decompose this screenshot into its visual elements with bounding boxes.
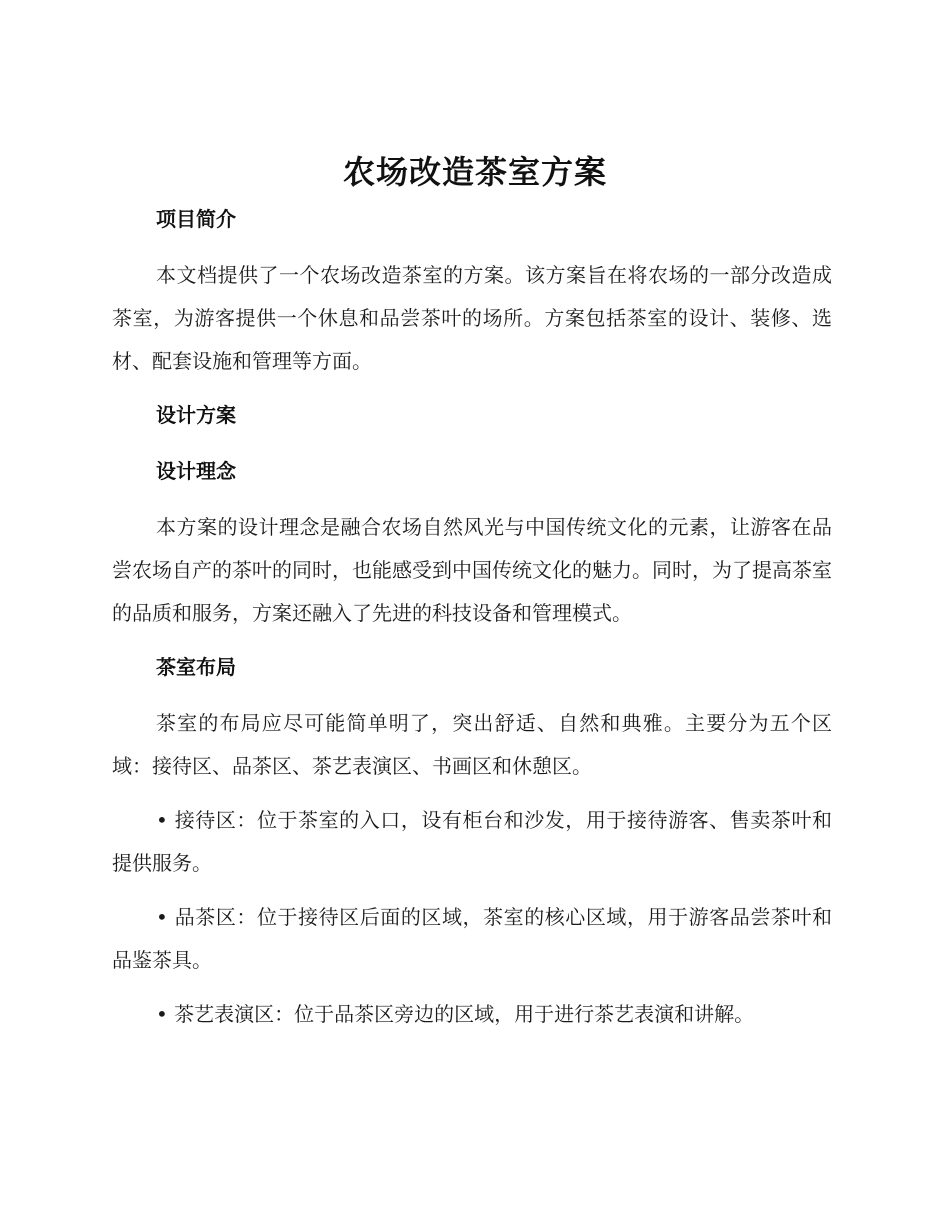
bullet-item-tasting: • 品茶区：位于接待区后面的区域，茶室的核心区域，用于游客品尝茶叶和品鉴茶具。 — [112, 905, 832, 972]
section-heading-project-intro: 项目简介 — [156, 207, 236, 231]
paragraph-design-concept: 本方案的设计理念是融合农场自然风光与中国传统文化的元素，让游客在品尝农场自产的茶叶的同时，也能感受到中国传统文化的魅力。同时，为了提高茶室的品质和服务，方案还融入了先进的科技设备和管理模式。 — [112, 515, 832, 625]
section-heading-design-concept: 设计理念 — [156, 459, 236, 483]
paragraph-project-intro: 本文档提供了一个农场改造茶室的方案。该方案旨在将农场的一部分改造成茶室，为游客提供一个休息和品尝茶叶的场所。方案包括茶室的设计、装修、选材、配套设施和管理等方面。 — [112, 263, 832, 373]
section-heading-layout: 茶室布局 — [156, 655, 236, 679]
document-body — [112, 198, 832, 1047]
paragraph-layout: 茶室的布局应尽可能简单明了，突出舒适、自然和典雅。主要分为五个区域：接待区、品茶区、茶艺表演区、书画区和休憩区。 — [112, 711, 832, 778]
document-title: 农场改造茶室方案 — [342, 153, 607, 191]
bullet-item-reception: • 接待区：位于茶室的入口，设有柜台和沙发，用于接待游客、售卖茶叶和提供服务。 — [112, 808, 832, 875]
section-heading-design-plan: 设计方案 — [156, 403, 236, 427]
bullet-item-performance: • 茶艺表演区：位于品茶区旁边的区域，用于进行茶艺表演和讲解。 — [156, 1002, 755, 1026]
